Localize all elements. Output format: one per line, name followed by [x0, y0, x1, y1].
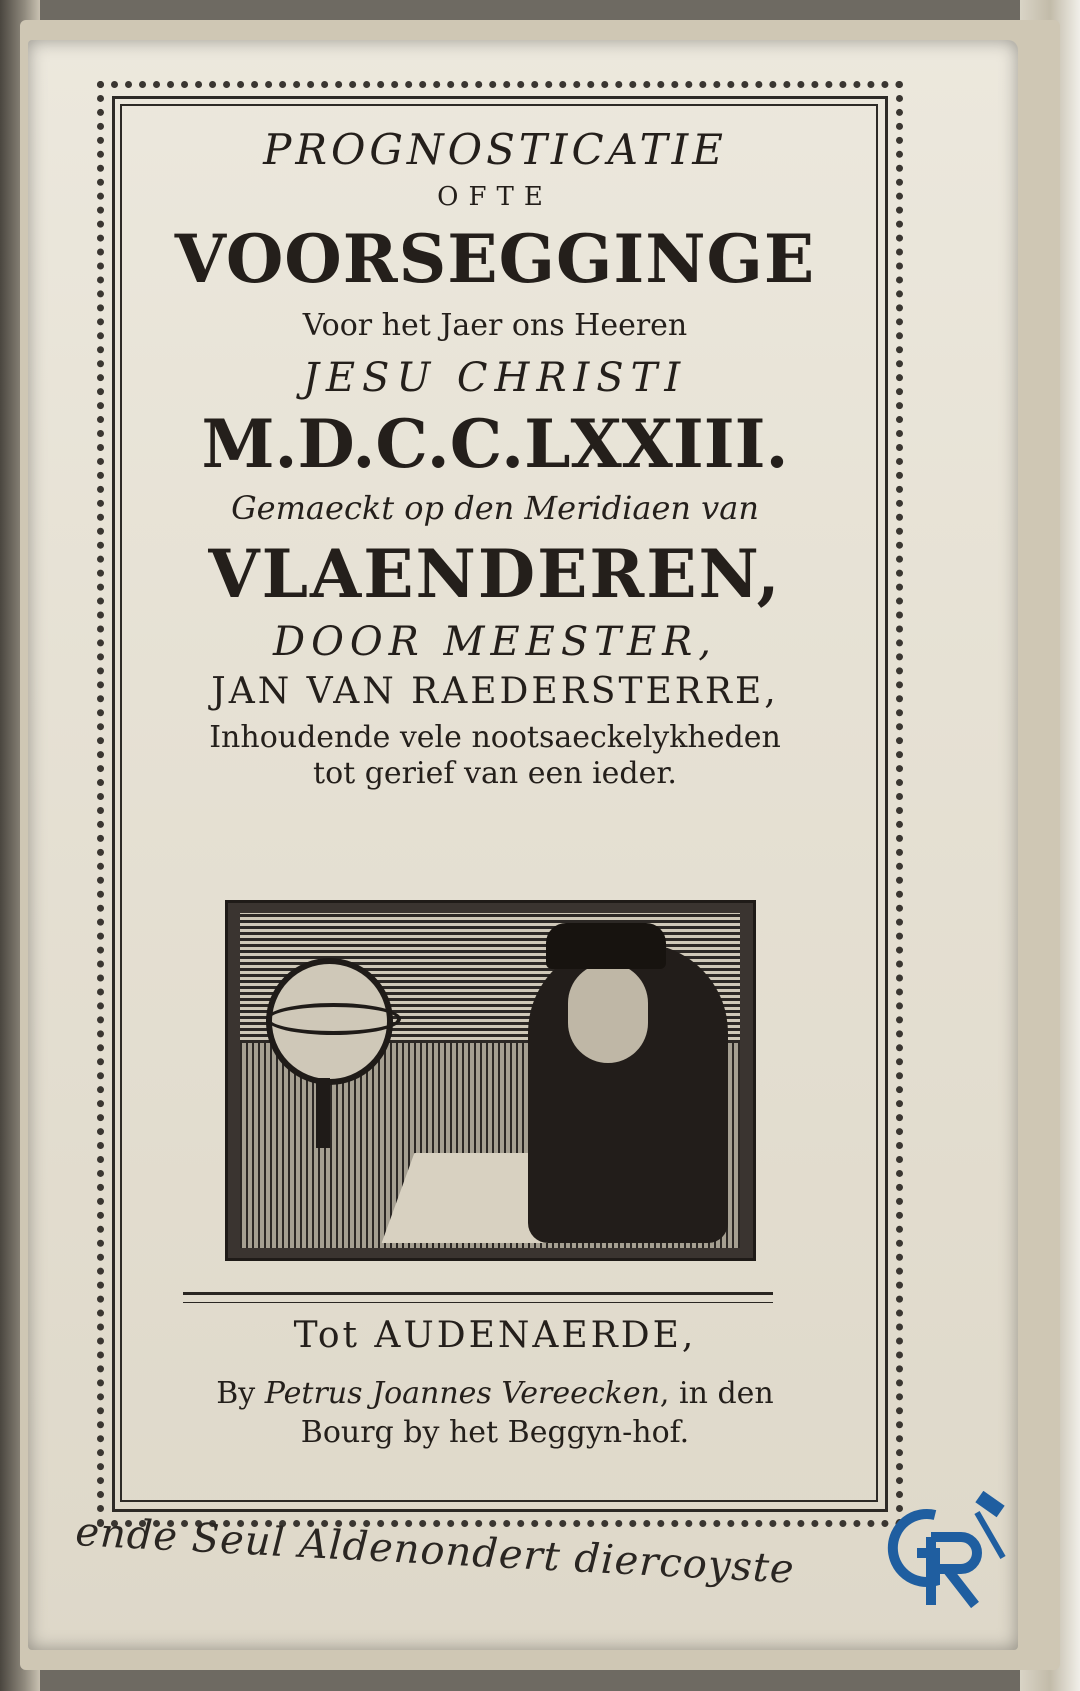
astronomer-hat	[546, 923, 666, 969]
auction-house-logo	[865, 1495, 1025, 1625]
subtitle-line-a: Inhoudende vele nootsaeckelykheden	[209, 720, 781, 755]
subtitle-line-b: tot gerief van een ieder.	[313, 756, 677, 791]
title-line: Voor het Jaer ons Heeren	[302, 308, 688, 343]
armillary-ring	[266, 1003, 401, 1035]
handwritten-inscription: ende Seul Aldenondert diercoyste	[74, 1509, 796, 1593]
astronomer-woodcut-illustration	[225, 900, 756, 1261]
title-line: OFTE	[437, 182, 553, 212]
sphere-stand	[316, 1078, 330, 1148]
subtitle-line	[150, 720, 840, 792]
title-line: DOOR MEESTER,	[273, 619, 717, 665]
imprint-block	[150, 1315, 840, 1452]
imprint-by: By	[216, 1376, 256, 1411]
astronomer-face	[568, 963, 648, 1063]
imprint-place: Tot AUDENAERDE,	[293, 1315, 697, 1356]
imprint-printer	[150, 1374, 840, 1452]
title-block	[150, 125, 840, 792]
title-line: VOORSEGGINGE	[174, 220, 816, 298]
title-line: PROGNOSTICATIE	[263, 125, 727, 174]
gavel-icon	[973, 1491, 1013, 1581]
printer-name: Petrus Joannes Vereecken	[264, 1376, 660, 1411]
imprint-address-1: , in den	[659, 1376, 774, 1411]
title-line: JESU CHRISTI	[302, 355, 688, 401]
imprint-address-2: Bourg by het Beggyn-hof.	[300, 1415, 690, 1450]
title-line: Gemaeckt op den Meridiaen van	[231, 489, 759, 527]
title-line: VLAENDEREN,	[208, 535, 782, 613]
author-line: JAN VAN RAEDERSTERRE,	[211, 671, 779, 712]
divider-rule	[183, 1292, 773, 1303]
year-line: M.D.C.C.LXXIII.	[201, 405, 789, 483]
